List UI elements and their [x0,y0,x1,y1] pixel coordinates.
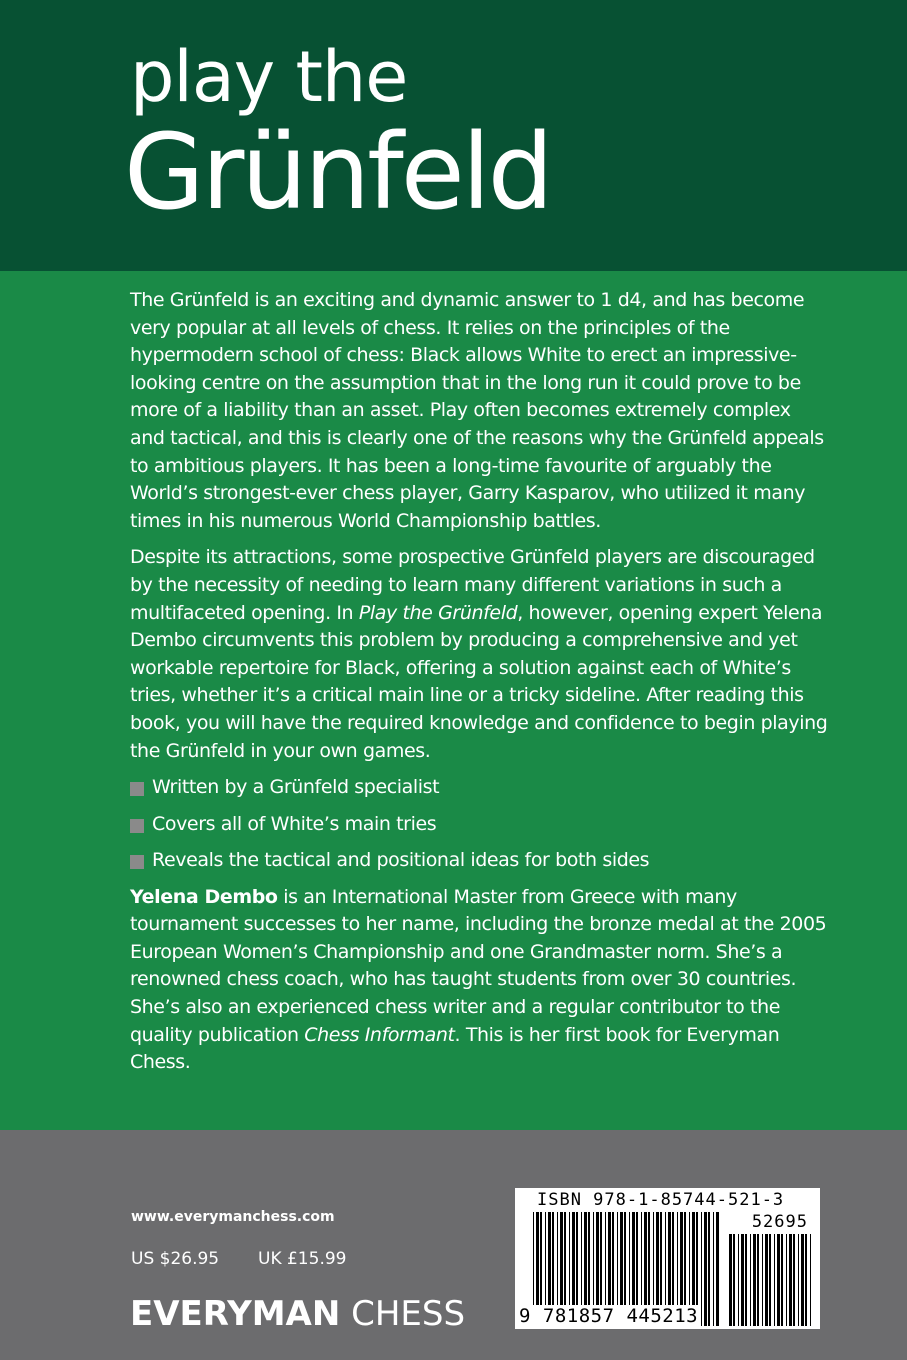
author-bio-part1: is an International Master from Greece with many tournament successes to her name, including the bronze medal at the 2005 European Women’s Championship and one Grandmaster norm. She’s a renowned chess coach, who has taught students from over 30 countries. She’s also an experienced chess writer and a regular contributor to the quality publication [130,885,827,1046]
square-bullet-icon [130,855,144,869]
price-code-label: 52695 [751,1212,808,1232]
paragraph-repertoire-part1: Despite its attractions, some prospective Grünfeld players are discouraged by the necessity of needing to learn many different variations in such a multifaceted opening. In [130,546,815,624]
price-uk: UK £15.99 [258,1249,347,1269]
description-text [130,287,830,1086]
feature-item [130,847,830,875]
price-us: US $26.95 [131,1249,220,1269]
title-line-1: play the [130,36,408,118]
author-bio-part2: . This is her first book for Everyman Chess. [130,1023,780,1074]
publisher-logo [130,1294,465,1334]
isbn-barcode [515,1188,820,1329]
author-bio [130,884,830,1077]
feature-list [130,774,830,875]
title-band [0,0,907,271]
square-bullet-icon [130,819,144,833]
author-name: Yelena Dembo [130,885,278,908]
feature-item [130,774,830,802]
publisher-url: www.everymanchess.com [131,1209,335,1225]
paragraph-repertoire [130,544,830,765]
logo-everyman: EVERYMAN [130,1294,341,1334]
isbn-label: ISBN 978-1-85744-521-3 [537,1190,785,1210]
ean-digits-label: 9 781857 445213 [519,1305,699,1327]
book-title-italic: Play the Grünfeld [358,601,518,624]
logo-chess: CHESS [340,1294,466,1334]
feature-text: Covers all of White’s main tries [152,812,437,835]
publication-name: Chess Informant [304,1023,455,1046]
feature-item [130,811,830,839]
square-bullet-icon [130,782,144,796]
feature-text: Reveals the tactical and positional ideas for both sides [152,849,650,872]
paragraph-intro: The Grünfeld is an exciting and dynamic answer to 1 d4, and has become very popular at all levels of chess. It relies on the principles of the hypermodern school of chess: Black allows White to erect an impressive-looking centre on the assumption that in the long run it could prove to be more of a liability than an asset. Play often becomes extremely complex and tactical, and this is clearly one of the reasons why the Grünfeld appeals to ambitious players. It has been a long-time favourite of arguably the World’s strongest-ever chess player, Garry Kasparov, who utilized it many times in his numerous World Championship battles. [130,289,824,532]
paragraph-repertoire-part2: , however, opening expert Yelena Dembo circumvents this problem by producing a comprehensive and yet workable repertoire for Black, offering a solution against each of White’s tries, whether it’s a critical main line or a tricky sideline. After reading this book, you will have the required knowledge and confidence to begin playing the Grünfeld in your own games. [130,601,828,762]
feature-text: Written by a Grünfeld specialist [152,776,440,799]
title-line-2: Grünfeld [124,111,551,233]
